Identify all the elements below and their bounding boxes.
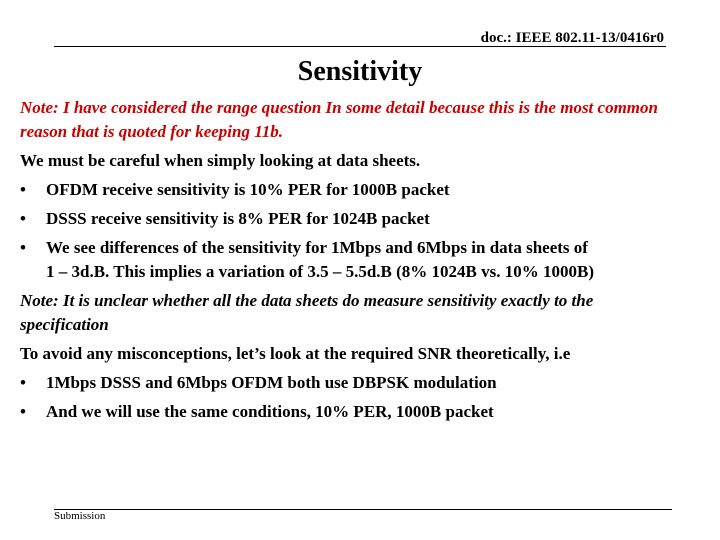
bullet-item — [20, 400, 682, 424]
bullet-text — [46, 236, 682, 284]
paragraph-snr: To avoid any misconceptions, let’s look at the required SNR theoretically, i.e — [20, 344, 571, 363]
bullet-mark: • — [20, 180, 26, 199]
slide-title: Sensitivity — [297, 56, 423, 87]
bullet-mark: • — [20, 209, 26, 228]
bullet-text-line: We see differences of the sensitivity for 1Mbps and 6Mbps in data sheets of — [46, 238, 588, 257]
bullet-item — [20, 178, 682, 202]
bullet-text: OFDM receive sensitivity is 10% PER for 1000B packet — [46, 180, 450, 199]
bullet-text-line: 1 – 3d.B. This implies a variation of 3.5 – 5.5d.B (8% 1024B vs. 10% 1000B) — [46, 262, 594, 281]
header-rule — [54, 46, 666, 47]
bullet-text: DSSS receive sensitivity is 8% PER for 1024B packet — [46, 209, 430, 228]
bullet-text: 1Mbps DSSS and 6Mbps OFDM both use DBPSK modulation — [46, 373, 497, 392]
slide-content — [20, 96, 682, 429]
bullet-item — [20, 371, 682, 395]
footer-rule — [54, 509, 672, 510]
footer-submission: Submission — [54, 510, 106, 522]
bullet-text: And we will use the same conditions, 10% PER, 1000B packet — [46, 402, 494, 421]
note-range: Note: I have considered the range question In some detail because this is the most common reason that is quoted for keeping 11b. — [20, 98, 658, 141]
doc-id: doc.: IEEE 802.11-13/0416r0 — [480, 30, 664, 46]
bullet-mark: • — [20, 238, 26, 257]
bullet-item — [20, 236, 682, 284]
paragraph-data-sheets: We must be careful when simply looking at data sheets. — [20, 151, 421, 170]
bullet-mark: • — [20, 373, 26, 392]
note-specification: Note: It is unclear whether all the data sheets do measure sensitivity exactly to the specification — [20, 291, 594, 334]
bullet-mark: • — [20, 402, 26, 421]
bullet-item — [20, 207, 682, 231]
